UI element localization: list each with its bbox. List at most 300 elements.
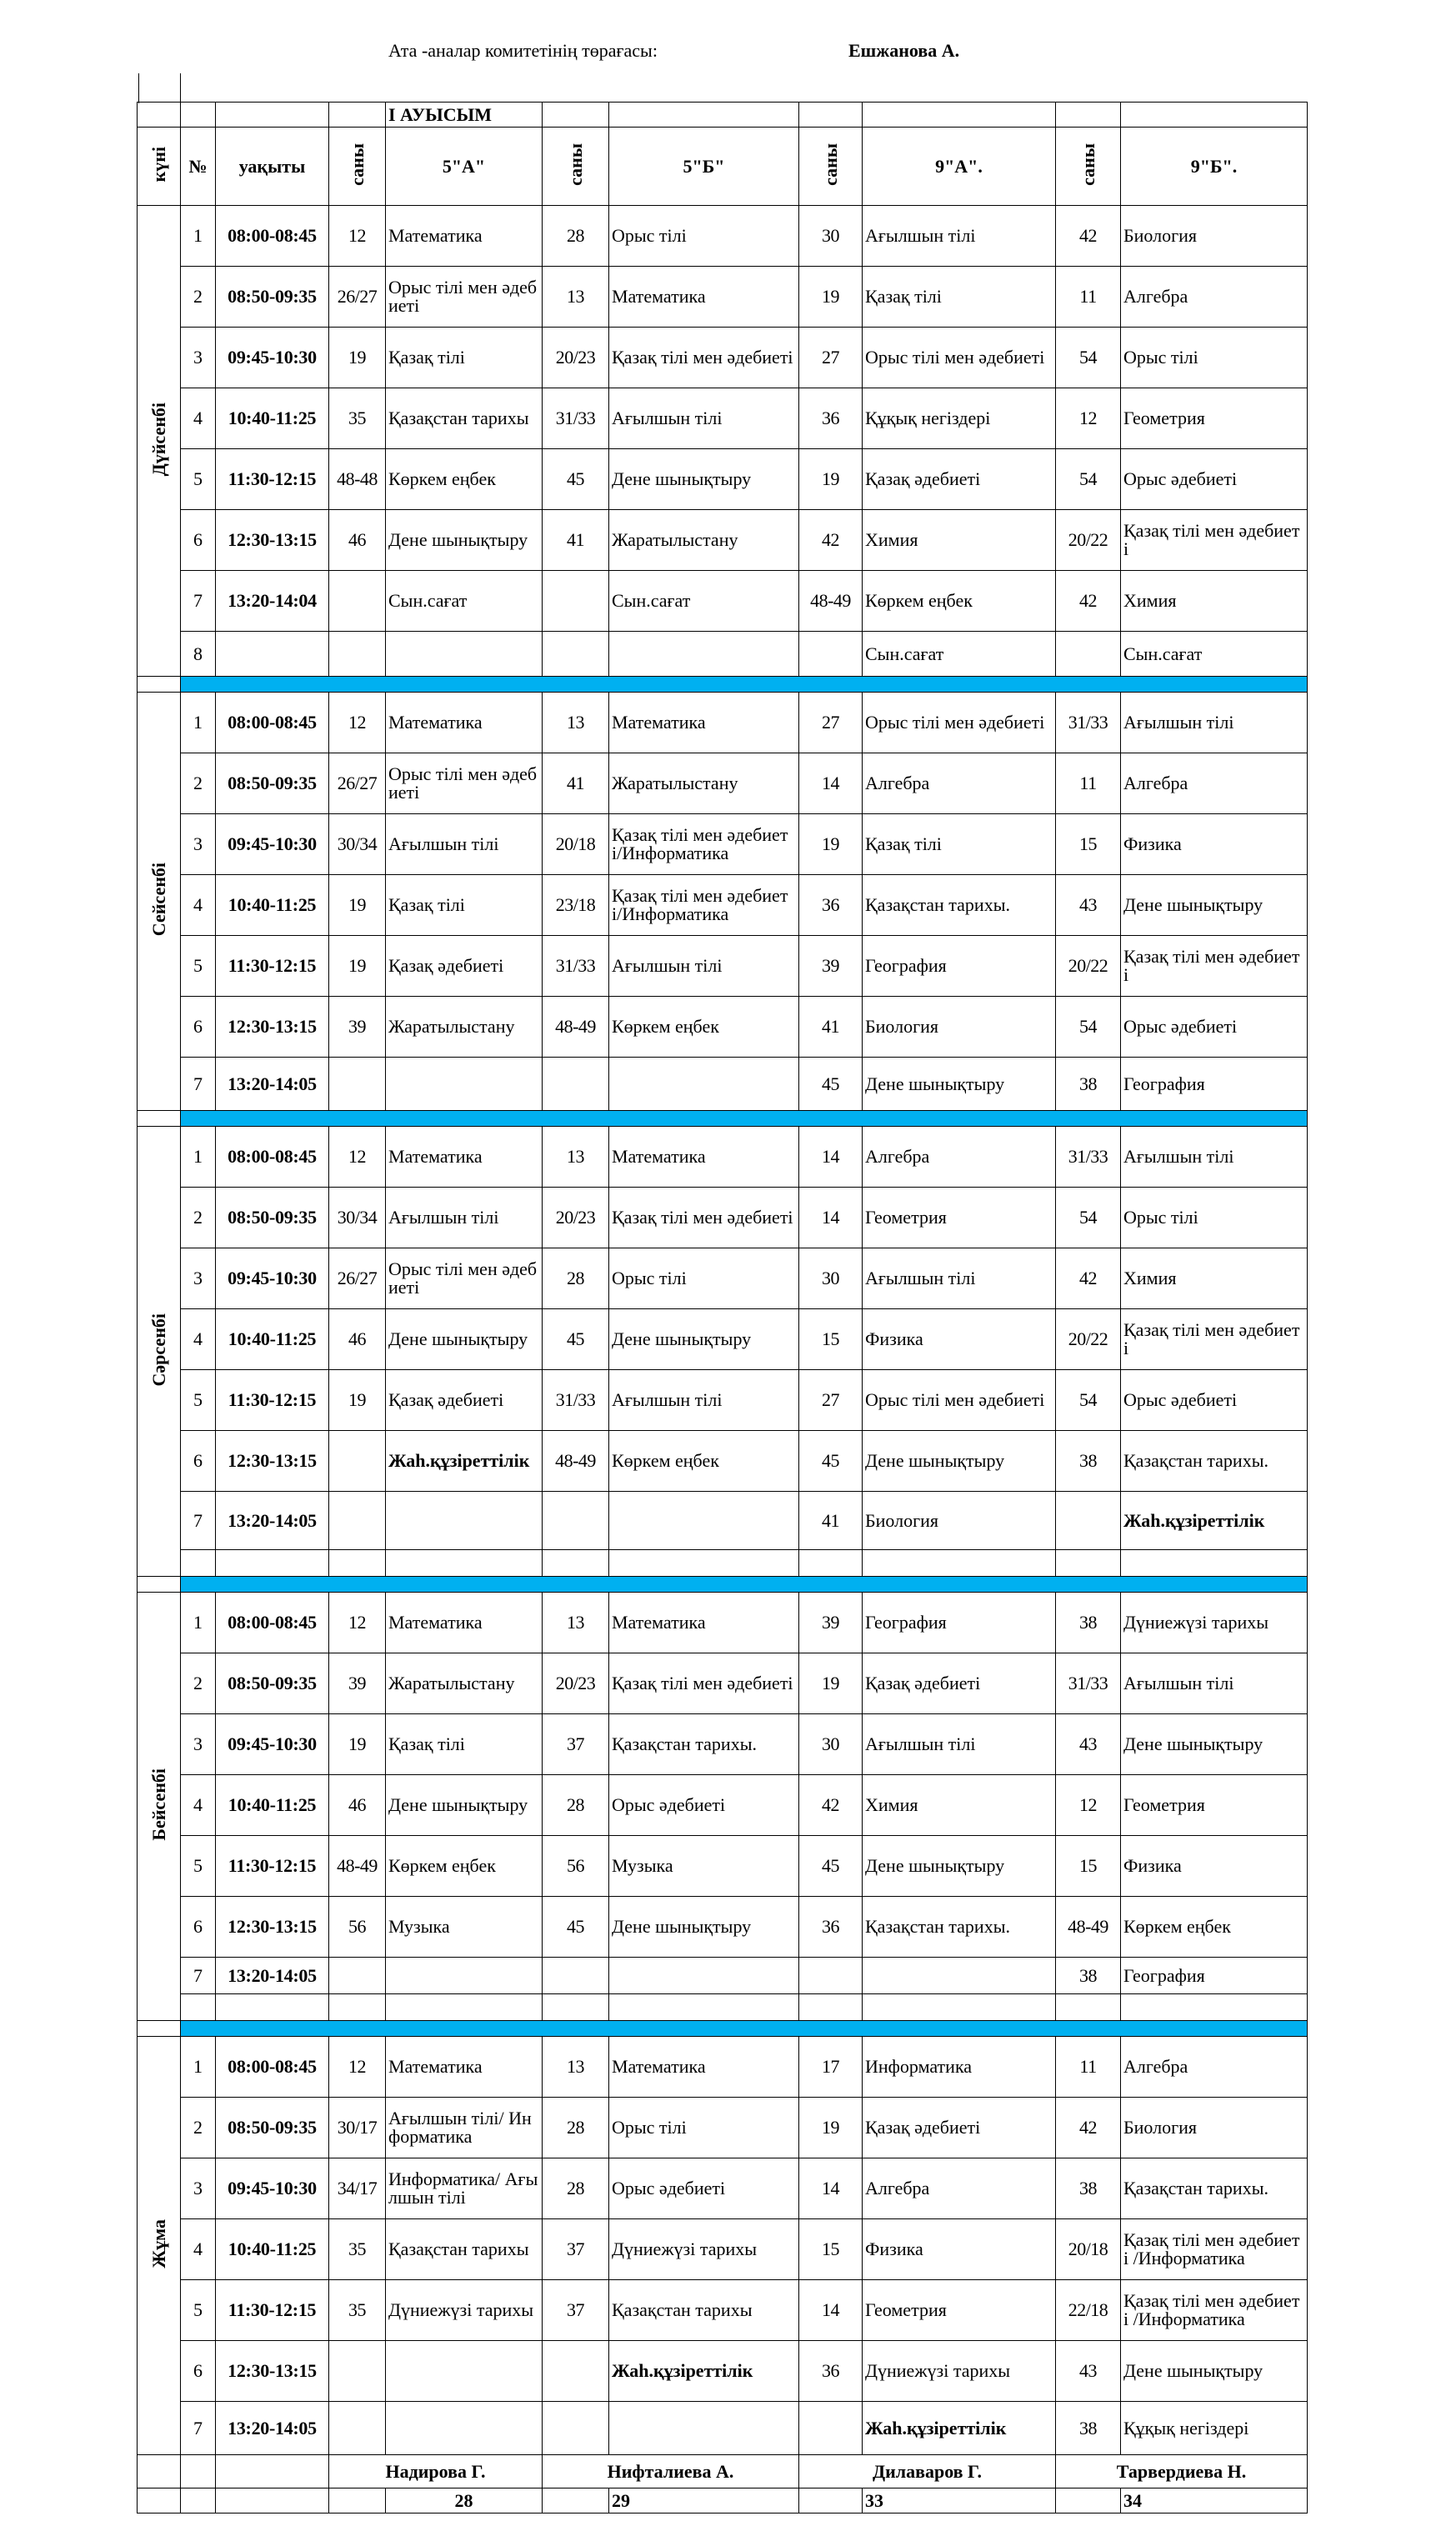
day-label: [138, 1593, 181, 2021]
class-5b-subject: Көркем еңбек: [609, 1431, 799, 1492]
lesson-time: 13:20-14:04: [216, 571, 329, 632]
class-5b-room: 41: [543, 753, 609, 814]
class-9a-room: 48-49: [799, 571, 863, 632]
lesson-time: 08:00-08:45: [216, 206, 329, 267]
class-9a-subject: Орыс тілі мен әдебиеті: [863, 693, 1056, 753]
teacher-5b: Нифталиева А.: [543, 2455, 799, 2488]
day-name: Жұма: [148, 2219, 169, 2268]
class-5b-room: [543, 1492, 609, 1550]
class-5a-room: 46: [329, 510, 386, 571]
class-5b-room: 13: [543, 1593, 609, 1653]
class-5a-subject: Қазақ әдебиеті: [386, 1370, 543, 1431]
class-9a-subject: Алгебра: [863, 1127, 1056, 1188]
class-5b-room: 31/33: [543, 388, 609, 449]
lesson-row: [138, 2158, 1308, 2219]
lesson-row: [138, 753, 1308, 814]
col-class-9a-header: 9"А".: [863, 128, 1056, 206]
lesson-row: [138, 571, 1308, 632]
class-5a-subject: Көркем еңбек: [386, 1836, 543, 1897]
lesson-time: 08:00-08:45: [216, 693, 329, 753]
class-9a-room: 41: [799, 997, 863, 1058]
class-5b-room: 13: [543, 267, 609, 328]
class-5b-subject: Орыс тілі: [609, 2098, 799, 2158]
class-5a-room: 35: [329, 2280, 386, 2341]
lesson-number: 2: [181, 753, 216, 814]
class-5b-room: [543, 2402, 609, 2455]
class-9b-room: 38: [1056, 2158, 1121, 2219]
lesson-number: 2: [181, 1653, 216, 1714]
class-5b-room: 13: [543, 2037, 609, 2098]
class-5b-subject: Қазақ тілі мен әдебиеті: [609, 1653, 799, 1714]
class-9b-subject: Дене шынықтыру: [1121, 2341, 1308, 2402]
class-9a-subject: Дене шынықтыру: [863, 1058, 1056, 1111]
class-5a-room: 12: [329, 693, 386, 753]
lesson-number: 4: [181, 875, 216, 936]
teachers-row: [138, 2455, 1308, 2488]
class-5b-subject: Математика: [609, 1593, 799, 1653]
committee-chair-name: Ешжанова А.: [848, 40, 960, 61]
class-9a-room: 36: [799, 388, 863, 449]
lesson-row: [138, 1431, 1308, 1492]
day-separator: [138, 1577, 1308, 1593]
lesson-time: 10:40-11:25: [216, 1775, 329, 1836]
class-5a-subject: Қазақ әдебиеті: [386, 936, 543, 997]
class-5b-room: [543, 1058, 609, 1111]
class-9a-subject: Ағылшын тілі: [863, 1714, 1056, 1775]
lesson-time: 12:30-13:15: [216, 997, 329, 1058]
class-9a-room: 19: [799, 2098, 863, 2158]
lesson-row: [138, 328, 1308, 388]
lesson-row: [138, 2098, 1308, 2158]
class-5b-room: 37: [543, 2280, 609, 2341]
class-9b-subject: Алгебра: [1121, 753, 1308, 814]
lesson-number: 3: [181, 1248, 216, 1309]
class-9b-subject: Орыс тілі: [1121, 328, 1308, 388]
lesson-row: [138, 997, 1308, 1058]
class-5b-subject: Ағылшын тілі: [609, 936, 799, 997]
class-9b-room: 54: [1056, 328, 1121, 388]
class-9a-subject: Биология: [863, 1492, 1056, 1550]
class-9b-subject: Орыс тілі: [1121, 1188, 1308, 1248]
schedule-table: [137, 102, 1308, 2513]
lesson-number: 5: [181, 449, 216, 510]
lesson-time: 12:30-13:15: [216, 1431, 329, 1492]
class-5b-subject: Сын.сағат: [609, 571, 799, 632]
class-5a-room: 12: [329, 1593, 386, 1653]
day-label: [138, 2037, 181, 2455]
class-9b-subject: Орыс әдебиеті: [1121, 449, 1308, 510]
lesson-number: 7: [181, 1058, 216, 1111]
class-5a-subject: Дене шынықтыру: [386, 1309, 543, 1370]
class-5b-subject: Қазақ тілі мен әдебиеті/Информатика: [609, 875, 799, 936]
top-border-left: [138, 73, 139, 103]
class-9a-room: 45: [799, 1431, 863, 1492]
day-name: Сәрсенбі: [148, 1313, 169, 1387]
total-9b: 34: [1121, 2488, 1308, 2513]
lesson-time: 08:50-09:35: [216, 1188, 329, 1248]
class-5a-subject: Қазақстан тарихы: [386, 388, 543, 449]
class-5b-subject: [609, 2402, 799, 2455]
class-9a-subject: Ағылшын тілі: [863, 206, 1056, 267]
class-5a-room: [329, 1958, 386, 1994]
class-9b-room: 43: [1056, 2341, 1121, 2402]
day-name: Дүйсенбі: [148, 402, 169, 477]
class-9a-subject: Дене шынықтыру: [863, 1836, 1056, 1897]
lesson-time: 08:50-09:35: [216, 753, 329, 814]
lesson-row: [138, 1370, 1308, 1431]
class-9a-subject: Химия: [863, 1775, 1056, 1836]
lesson-time: 11:30-12:15: [216, 1370, 329, 1431]
col-count-header-1: саны: [329, 128, 386, 206]
class-5a-subject: Қазақстан тарихы: [386, 2219, 543, 2280]
class-9b-room: 42: [1056, 1248, 1121, 1309]
lesson-time: 08:00-08:45: [216, 2037, 329, 2098]
class-5b-subject: Орыс тілі: [609, 206, 799, 267]
class-9b-room: 43: [1056, 1714, 1121, 1775]
class-9b-subject: Дене шынықтыру: [1121, 875, 1308, 936]
class-5b-room: 48-49: [543, 997, 609, 1058]
class-5a-room: 30/34: [329, 1188, 386, 1248]
blank-row: [138, 1550, 1308, 1577]
class-9a-subject: Физика: [863, 2219, 1056, 2280]
col-class-9b-header: 9"Б".: [1121, 128, 1308, 206]
shift-row: [138, 103, 1308, 128]
class-5a-subject: Математика: [386, 206, 543, 267]
class-5b-subject: Орыс әдебиеті: [609, 1775, 799, 1836]
lesson-row: [138, 2219, 1308, 2280]
class-5a-subject: Математика: [386, 693, 543, 753]
lesson-number: 5: [181, 2280, 216, 2341]
class-5a-room: [329, 571, 386, 632]
class-5b-subject: [609, 1958, 799, 1994]
class-9a-subject: Қазақ әдебиеті: [863, 1653, 1056, 1714]
class-9a-subject: Құқық негіздері: [863, 388, 1056, 449]
class-9a-subject: Дене шынықтыру: [863, 1431, 1056, 1492]
lesson-number: 1: [181, 693, 216, 753]
class-9b-subject: Құқық негіздері: [1121, 2402, 1308, 2455]
class-5a-room: 19: [329, 1370, 386, 1431]
lesson-row: [138, 449, 1308, 510]
lesson-row: [138, 1492, 1308, 1550]
class-9a-room: 15: [799, 2219, 863, 2280]
class-5a-subject: Орыс тілі мен әдебиеті: [386, 1248, 543, 1309]
lesson-time: 08:00-08:45: [216, 1127, 329, 1188]
lesson-row: [138, 1188, 1308, 1248]
class-9b-room: 20/22: [1056, 936, 1121, 997]
class-9b-subject: Қазақ тілі мен әдебиеті: [1121, 936, 1308, 997]
class-9a-room: 14: [799, 753, 863, 814]
class-9b-subject: Геометрия: [1121, 388, 1308, 449]
class-5a-room: 12: [329, 206, 386, 267]
class-5b-room: 37: [543, 1714, 609, 1775]
class-5b-subject: Математика: [609, 1127, 799, 1188]
class-5b-room: 28: [543, 206, 609, 267]
class-9a-room: 42: [799, 510, 863, 571]
class-5a-subject: Жаһ.құзіреттілік: [386, 1431, 543, 1492]
class-9b-subject: Геометрия: [1121, 1775, 1308, 1836]
lesson-time: 10:40-11:25: [216, 388, 329, 449]
lesson-number: 1: [181, 1127, 216, 1188]
lesson-time: 10:40-11:25: [216, 2219, 329, 2280]
class-5b-room: 31/33: [543, 936, 609, 997]
class-5b-subject: Музыка: [609, 1836, 799, 1897]
class-9b-subject: Қазақстан тарихы.: [1121, 2158, 1308, 2219]
class-5a-subject: [386, 2341, 543, 2402]
col-num-header: №: [181, 128, 216, 206]
class-5a-subject: Ағылшын тілі: [386, 814, 543, 875]
class-9a-subject: Орыс тілі мен әдебиеті: [863, 328, 1056, 388]
class-9b-subject: Физика: [1121, 1836, 1308, 1897]
totals-row: [138, 2488, 1308, 2513]
lesson-row: [138, 1714, 1308, 1775]
class-9b-room: 20/22: [1056, 1309, 1121, 1370]
class-9b-room: 42: [1056, 206, 1121, 267]
lesson-time: 12:30-13:15: [216, 2341, 329, 2402]
class-9a-subject: Сын.сағат: [863, 632, 1056, 677]
class-9b-subject: Биология: [1121, 206, 1308, 267]
lesson-number: 3: [181, 814, 216, 875]
class-5a-room: [329, 1058, 386, 1111]
class-9a-room: 14: [799, 2280, 863, 2341]
class-5b-room: 28: [543, 2158, 609, 2219]
class-9a-subject: Геометрия: [863, 1188, 1056, 1248]
class-9b-room: 12: [1056, 388, 1121, 449]
col-count-header-3: саны: [799, 128, 863, 206]
class-9a-room: 30: [799, 1248, 863, 1309]
class-5a-room: 30/34: [329, 814, 386, 875]
class-5a-room: 35: [329, 2219, 386, 2280]
class-9a-subject: Көркем еңбек: [863, 571, 1056, 632]
class-5a-room: 39: [329, 1653, 386, 1714]
lesson-row: [138, 1593, 1308, 1653]
class-9a-room: 45: [799, 1836, 863, 1897]
class-5b-room: 20/23: [543, 328, 609, 388]
class-5a-subject: Қазақ тілі: [386, 328, 543, 388]
class-9a-subject: Алгебра: [863, 2158, 1056, 2219]
class-5a-room: 19: [329, 936, 386, 997]
class-9a-room: 30: [799, 206, 863, 267]
class-9b-subject: Ағылшын тілі: [1121, 693, 1308, 753]
class-5b-room: 13: [543, 693, 609, 753]
class-9a-subject: Қазақ әдебиеті: [863, 449, 1056, 510]
class-9b-room: 22/18: [1056, 2280, 1121, 2341]
lesson-time: 08:50-09:35: [216, 267, 329, 328]
class-5a-room: 26/27: [329, 1248, 386, 1309]
class-9a-room: 39: [799, 1593, 863, 1653]
teacher-9b: Тарвердиева Н.: [1056, 2455, 1308, 2488]
lesson-row: [138, 875, 1308, 936]
class-9b-room: [1056, 632, 1121, 677]
class-5b-subject: [609, 1058, 799, 1111]
class-9a-subject: Ағылшын тілі: [863, 1248, 1056, 1309]
class-5a-room: [329, 632, 386, 677]
class-9b-room: 31/33: [1056, 1127, 1121, 1188]
class-9a-subject: Қазақ тілі: [863, 267, 1056, 328]
class-5b-subject: Дене шынықтыру: [609, 1897, 799, 1958]
lesson-time: 09:45-10:30: [216, 1248, 329, 1309]
class-5a-room: [329, 2402, 386, 2455]
lesson-number: 1: [181, 2037, 216, 2098]
lesson-number: 6: [181, 1431, 216, 1492]
lesson-number: 2: [181, 2098, 216, 2158]
class-5a-room: 34/17: [329, 2158, 386, 2219]
class-9a-room: 36: [799, 2341, 863, 2402]
day-separator: [138, 1111, 1308, 1127]
class-5a-subject: Ағылшын тілі: [386, 1188, 543, 1248]
class-5a-subject: [386, 1058, 543, 1111]
class-5b-subject: Дене шынықтыру: [609, 449, 799, 510]
class-5b-subject: Жаратылыстану: [609, 510, 799, 571]
lesson-row: [138, 1058, 1308, 1111]
class-9b-room: 20/18: [1056, 2219, 1121, 2280]
class-5b-subject: Қазақстан тарихы: [609, 2280, 799, 2341]
lesson-number: 2: [181, 267, 216, 328]
class-5b-room: 56: [543, 1836, 609, 1897]
lesson-number: 2: [181, 1188, 216, 1248]
class-5b-subject: Ағылшын тілі: [609, 1370, 799, 1431]
class-5a-subject: [386, 1492, 543, 1550]
lesson-number: 7: [181, 1958, 216, 1994]
class-5b-subject: [609, 1492, 799, 1550]
class-9b-room: 11: [1056, 753, 1121, 814]
class-9b-subject: Қазақ тілі мен әдебиеті /Информатика: [1121, 2280, 1308, 2341]
class-9b-subject: Орыс әдебиеті: [1121, 1370, 1308, 1431]
column-header-row: [138, 128, 1308, 206]
day-name: Бейсенбі: [148, 1768, 169, 1841]
class-9b-room: 38: [1056, 1593, 1121, 1653]
class-5b-room: 31/33: [543, 1370, 609, 1431]
class-5b-room: [543, 632, 609, 677]
class-9b-room: 38: [1056, 2402, 1121, 2455]
class-9a-subject: Жаһ.құзіреттілік: [863, 2402, 1056, 2455]
lesson-row: [138, 388, 1308, 449]
lesson-number: 6: [181, 1897, 216, 1958]
class-5a-room: [329, 2341, 386, 2402]
class-9b-subject: География: [1121, 1058, 1308, 1111]
class-9b-subject: Көркем еңбек: [1121, 1897, 1308, 1958]
class-5b-subject: Математика: [609, 267, 799, 328]
lesson-time: 10:40-11:25: [216, 875, 329, 936]
lesson-time: 10:40-11:25: [216, 1309, 329, 1370]
lesson-row: [138, 2402, 1308, 2455]
class-5a-room: [329, 1492, 386, 1550]
lesson-time: 09:45-10:30: [216, 1714, 329, 1775]
lesson-time: 08:50-09:35: [216, 1653, 329, 1714]
class-5a-room: 26/27: [329, 267, 386, 328]
class-9b-subject: Химия: [1121, 1248, 1308, 1309]
class-5a-room: 19: [329, 1714, 386, 1775]
class-5a-room: 46: [329, 1775, 386, 1836]
teacher-5a: Надирова Г.: [329, 2455, 543, 2488]
class-9a-subject: География: [863, 1593, 1056, 1653]
class-5b-room: 41: [543, 510, 609, 571]
class-9b-room: 11: [1056, 267, 1121, 328]
top-border-inner: [180, 73, 181, 103]
class-9b-subject: Жаһ.құзіреттілік: [1121, 1492, 1308, 1550]
class-9a-subject: Геометрия: [863, 2280, 1056, 2341]
class-9a-room: 19: [799, 1653, 863, 1714]
lesson-row: [138, 693, 1308, 753]
class-5b-room: 48-49: [543, 1431, 609, 1492]
lesson-row: [138, 1897, 1308, 1958]
class-9b-subject: Алгебра: [1121, 2037, 1308, 2098]
class-9b-subject: Сын.сағат: [1121, 632, 1308, 677]
lesson-number: 4: [181, 388, 216, 449]
class-9b-subject: Физика: [1121, 814, 1308, 875]
class-9b-room: 54: [1056, 1188, 1121, 1248]
class-5b-room: 20/23: [543, 1188, 609, 1248]
class-5a-subject: [386, 632, 543, 677]
total-5a: 28: [386, 2488, 543, 2513]
lesson-number: 5: [181, 936, 216, 997]
class-9a-room: [799, 1958, 863, 1994]
class-5a-subject: Дене шынықтыру: [386, 510, 543, 571]
class-5b-room: [543, 571, 609, 632]
class-9b-room: 38: [1056, 1431, 1121, 1492]
lesson-number: 3: [181, 328, 216, 388]
class-9a-room: 14: [799, 2158, 863, 2219]
col-class-5b-header: 5"Б": [609, 128, 799, 206]
class-9b-subject: Қазақ тілі мен әдебиеті: [1121, 1309, 1308, 1370]
lesson-number: 6: [181, 997, 216, 1058]
lesson-time: 13:20-14:05: [216, 1492, 329, 1550]
class-9a-room: 19: [799, 449, 863, 510]
class-5a-room: 26/27: [329, 753, 386, 814]
class-5a-room: 48-48: [329, 449, 386, 510]
lesson-row: [138, 2280, 1308, 2341]
lesson-row: [138, 267, 1308, 328]
class-9a-subject: Қазақстан тарихы.: [863, 875, 1056, 936]
class-9b-room: 20/22: [1056, 510, 1121, 571]
class-5b-subject: Жаратылыстану: [609, 753, 799, 814]
lesson-number: 1: [181, 1593, 216, 1653]
lesson-number: 6: [181, 2341, 216, 2402]
class-5b-room: 28: [543, 1248, 609, 1309]
class-5a-room: 30/17: [329, 2098, 386, 2158]
lesson-row: [138, 814, 1308, 875]
class-5b-room: 28: [543, 2098, 609, 2158]
class-9b-subject: Қазақ тілі мен әдебиеті /Информатика: [1121, 2219, 1308, 2280]
class-9b-subject: География: [1121, 1958, 1308, 1994]
lesson-row: [138, 1958, 1308, 1994]
lesson-row: [138, 936, 1308, 997]
class-9a-room: 27: [799, 328, 863, 388]
class-5a-room: 48-49: [329, 1836, 386, 1897]
class-5b-subject: Қазақ тілі мен әдебиеті: [609, 328, 799, 388]
class-9a-subject: Қазақстан тарихы.: [863, 1897, 1056, 1958]
lesson-time: 09:45-10:30: [216, 2158, 329, 2219]
class-5a-subject: Ағылшын тілі/ Информатика: [386, 2098, 543, 2158]
class-9a-room: 36: [799, 875, 863, 936]
class-9b-room: [1056, 1492, 1121, 1550]
lesson-time: 11:30-12:15: [216, 1836, 329, 1897]
lesson-row: [138, 2341, 1308, 2402]
class-5a-subject: Дене шынықтыру: [386, 1775, 543, 1836]
class-9b-subject: Қазақ тілі мен әдебиеті: [1121, 510, 1308, 571]
lesson-time: [216, 632, 329, 677]
lesson-row: [138, 1836, 1308, 1897]
lesson-row: [138, 1309, 1308, 1370]
class-9b-room: 15: [1056, 814, 1121, 875]
lesson-time: 12:30-13:15: [216, 1897, 329, 1958]
class-5a-room: 39: [329, 997, 386, 1058]
class-5a-room: 35: [329, 388, 386, 449]
class-5b-subject: Қазақстан тарихы.: [609, 1714, 799, 1775]
lesson-time: 13:20-14:05: [216, 2402, 329, 2455]
class-5a-room: 12: [329, 1127, 386, 1188]
class-9b-room: 42: [1056, 2098, 1121, 2158]
class-9b-room: 48-49: [1056, 1897, 1121, 1958]
